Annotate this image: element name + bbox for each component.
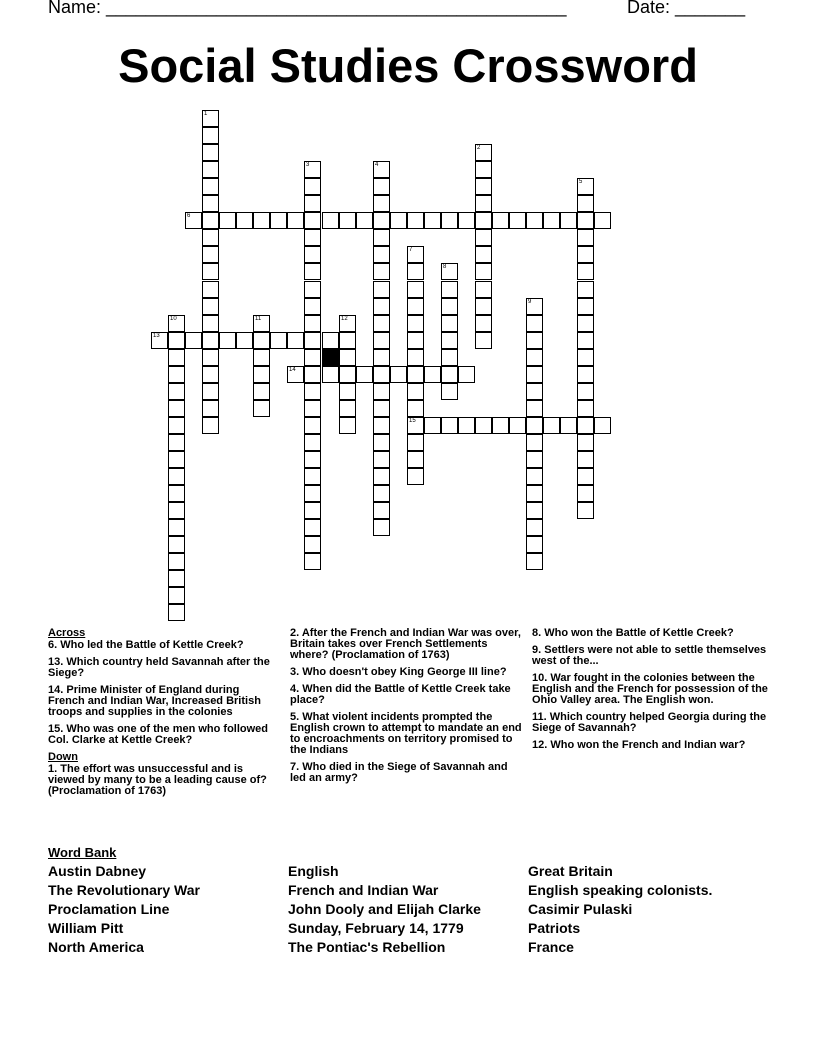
crossword-cell[interactable] <box>168 434 185 451</box>
crossword-cell[interactable] <box>441 281 458 298</box>
clue-across-6 <box>48 640 276 651</box>
crossword-cell[interactable] <box>577 281 594 298</box>
clue-number: 5. <box>290 711 300 723</box>
clue-across-13 <box>48 657 276 679</box>
clue-text: Who was one of the men who followed Col. Clarke at Kettle Creek? <box>48 723 269 746</box>
word-bank-item: North America <box>48 939 144 955</box>
crossword-cell[interactable] <box>202 229 219 246</box>
clue-text: Prime Minister of England during French and Indian War, Increased British troops and supplies in the colonies <box>48 684 261 718</box>
crossword-cell[interactable] <box>577 502 594 519</box>
clue-number: 6. <box>48 639 58 651</box>
clue-text: Which country helped Georgia during the Siege of Savannah? <box>532 711 767 734</box>
crossword-cell[interactable] <box>304 502 321 519</box>
clue-number: 9. <box>532 644 542 656</box>
crossword-cell[interactable] <box>339 349 356 366</box>
crossword-cell[interactable] <box>407 263 424 280</box>
crossword-cell[interactable] <box>304 229 321 246</box>
crossword-cell[interactable] <box>304 383 321 400</box>
crossword-cell[interactable] <box>304 161 321 178</box>
crossword-cell[interactable] <box>202 315 219 332</box>
crossword-cell[interactable] <box>304 281 321 298</box>
clue-text: What violent incidents prompted the English crown to attempt to mandate an end to encroachments on territory promised to the Indians <box>290 711 522 756</box>
crossword-cell[interactable] <box>287 366 304 383</box>
crossword-cell[interactable] <box>373 349 390 366</box>
word-bank-item: Sunday, February 14, 1779 <box>288 920 464 936</box>
crossword-cell[interactable] <box>253 332 270 349</box>
crossword-cell[interactable] <box>373 519 390 536</box>
crossword-cell[interactable] <box>424 366 441 383</box>
crossword-cell[interactable] <box>202 383 219 400</box>
clue-down-1 <box>48 764 276 797</box>
crossword-cell[interactable] <box>594 212 611 229</box>
crossword-cell[interactable] <box>373 417 390 434</box>
crossword-cell[interactable] <box>441 298 458 315</box>
crossword-cell[interactable] <box>492 212 509 229</box>
clue-text: Which country held Savannah after the Siege? <box>48 656 270 679</box>
crossword-cell[interactable] <box>304 417 321 434</box>
word-bank-item: The Pontiac's Rebellion <box>288 939 446 955</box>
crossword-cell[interactable] <box>304 434 321 451</box>
clue-number-label: 7 <box>409 247 413 253</box>
clue-number: 4. <box>290 683 300 695</box>
clue-text: Who won the French and Indian war? <box>550 739 746 751</box>
word-bank-item: John Dooly and Elijah Clarke <box>288 901 481 917</box>
word-bank-column-3 <box>528 862 712 957</box>
crossword-cell[interactable] <box>475 315 492 332</box>
clue-number: 15. <box>48 723 64 735</box>
crossword-cell[interactable] <box>202 178 219 195</box>
clue-number: 13. <box>48 656 64 668</box>
crossword-cell[interactable] <box>577 383 594 400</box>
crossword-cell[interactable] <box>373 161 390 178</box>
clue-number-label: 5 <box>579 179 583 185</box>
crossword-cell[interactable] <box>577 485 594 502</box>
crossword-cell[interactable] <box>475 161 492 178</box>
clue-number-label: 14 <box>289 367 296 373</box>
crossword-cell[interactable] <box>373 298 390 315</box>
clue-down-7 <box>290 762 522 784</box>
crossword-cell[interactable] <box>577 178 594 195</box>
crossword-cell[interactable] <box>526 383 543 400</box>
crossword-cell[interactable] <box>424 417 441 434</box>
crossword-cell[interactable] <box>407 349 424 366</box>
crossword-cell[interactable] <box>373 451 390 468</box>
clue-down-9 <box>532 645 772 667</box>
clue-text: Settlers were not able to settle themselves west of the... <box>532 644 767 667</box>
crossword-cell[interactable] <box>526 451 543 468</box>
clue-text: Who died in the Siege of Savannah and led an army? <box>290 761 508 784</box>
clue-number-label: 6 <box>187 213 191 219</box>
clues-column-2 <box>290 628 522 790</box>
crossword-cell[interactable] <box>526 212 543 229</box>
crossword-cell[interactable] <box>475 281 492 298</box>
crossword-cell[interactable] <box>168 553 185 570</box>
crossword-cell[interactable] <box>526 485 543 502</box>
clue-number: 10. <box>532 672 548 684</box>
crossword-cell[interactable] <box>185 332 202 349</box>
crossword-cell[interactable] <box>509 212 526 229</box>
crossword-cell[interactable] <box>526 417 543 434</box>
crossword-cell[interactable] <box>219 332 236 349</box>
crossword-cell[interactable] <box>219 212 236 229</box>
crossword-cell[interactable] <box>339 332 356 349</box>
crossword-cell[interactable] <box>168 451 185 468</box>
crossword-cell[interactable] <box>373 229 390 246</box>
clue-number-label: 8 <box>443 264 447 270</box>
crossword-cell[interactable] <box>322 332 339 349</box>
crossword-cell[interactable] <box>475 246 492 263</box>
crossword-cell[interactable] <box>168 349 185 366</box>
crossword-cell[interactable] <box>236 212 253 229</box>
page-title: Social Studies Crossword <box>118 39 698 92</box>
crossword-cell[interactable] <box>304 519 321 536</box>
date-field-label: Date: _______ <box>627 0 746 17</box>
crossword-cell[interactable] <box>304 485 321 502</box>
crossword-cell[interactable] <box>253 400 270 417</box>
crossword-cell[interactable] <box>168 400 185 417</box>
crossword-cell[interactable] <box>304 246 321 263</box>
clues-column-1 <box>48 628 276 803</box>
crossword-cell[interactable] <box>339 212 356 229</box>
crossword-cell[interactable] <box>168 468 185 485</box>
crossword-cell[interactable] <box>373 400 390 417</box>
clue-number: 2. <box>290 627 300 639</box>
crossword-cell[interactable] <box>168 519 185 536</box>
crossword-cell[interactable] <box>458 366 475 383</box>
crossword-cell[interactable] <box>526 502 543 519</box>
crossword-cell[interactable] <box>373 383 390 400</box>
clues-column-3 <box>532 628 772 757</box>
crossword-cell[interactable] <box>168 536 185 553</box>
crossword-cell[interactable] <box>270 332 287 349</box>
crossword-cell[interactable] <box>168 332 185 349</box>
crossword-cell[interactable] <box>543 212 560 229</box>
clue-number-label: 4 <box>375 162 379 168</box>
crossword-cell[interactable] <box>253 349 270 366</box>
crossword-cell[interactable] <box>373 332 390 349</box>
crossword-cell[interactable] <box>407 434 424 451</box>
crossword-cell[interactable] <box>373 468 390 485</box>
crossword-cell[interactable] <box>475 298 492 315</box>
crossword-cell[interactable] <box>202 161 219 178</box>
crossword-cell[interactable] <box>322 366 339 383</box>
crossword-cell[interactable] <box>407 246 424 263</box>
name-field-label: Name: ______________________________________________ <box>48 0 567 17</box>
crossword-cell[interactable] <box>526 366 543 383</box>
crossword-cell[interactable] <box>304 263 321 280</box>
crossword-cell[interactable] <box>577 195 594 212</box>
crossword-cell[interactable] <box>441 417 458 434</box>
crossword-cell[interactable] <box>202 332 219 349</box>
crossword-cell[interactable] <box>577 366 594 383</box>
crossword-cell[interactable] <box>577 349 594 366</box>
clue-down-3 <box>290 667 522 678</box>
crossword-cell[interactable] <box>270 212 287 229</box>
crossword-cell[interactable] <box>202 127 219 144</box>
crossword-cell[interactable] <box>168 366 185 383</box>
crossword-cell[interactable] <box>304 315 321 332</box>
crossword-cell[interactable] <box>526 400 543 417</box>
crossword-cell[interactable] <box>202 212 219 229</box>
crossword-cell[interactable] <box>373 315 390 332</box>
crossword-cell[interactable] <box>441 212 458 229</box>
crossword-cell[interactable] <box>526 536 543 553</box>
crossword-cell[interactable] <box>594 417 611 434</box>
crossword-cell[interactable] <box>373 485 390 502</box>
word-bank-column-2 <box>288 862 481 957</box>
crossword-cell[interactable] <box>304 178 321 195</box>
clue-number: 12. <box>532 739 548 751</box>
clue-number: 7. <box>290 761 300 773</box>
crossword-cell[interactable] <box>185 212 202 229</box>
crossword-cell[interactable] <box>424 212 441 229</box>
word-bank-item: Austin Dabney <box>48 863 147 879</box>
crossword-cell[interactable] <box>304 400 321 417</box>
crossword-cell[interactable] <box>407 400 424 417</box>
crossword-cell[interactable] <box>475 212 492 229</box>
clue-number-label: 13 <box>153 333 160 339</box>
crossword-cell[interactable] <box>407 468 424 485</box>
crossword-cell[interactable] <box>577 298 594 315</box>
crossword-cell[interactable] <box>304 451 321 468</box>
crossword-cell[interactable] <box>577 212 594 229</box>
crossword-cell[interactable] <box>202 110 219 127</box>
crossword-cell[interactable] <box>407 383 424 400</box>
crossword-cell[interactable] <box>441 366 458 383</box>
crossword-cell[interactable] <box>253 212 270 229</box>
crossword-cell[interactable] <box>577 229 594 246</box>
clue-number-label: 3 <box>306 162 310 168</box>
crossword-cell[interactable] <box>441 332 458 349</box>
crossword-cell[interactable] <box>168 587 185 604</box>
crossword-cell[interactable] <box>560 417 577 434</box>
crossword-cell[interactable] <box>458 212 475 229</box>
crossword-cell[interactable] <box>407 451 424 468</box>
crossword-cell[interactable] <box>287 332 304 349</box>
word-bank-item: France <box>528 939 574 955</box>
crossword-cell[interactable] <box>168 570 185 587</box>
crossword-cell[interactable] <box>373 263 390 280</box>
word-bank-item: Casimir Pulaski <box>528 901 633 917</box>
clue-text: Who doesn't obey King George III line? <box>302 666 507 678</box>
crossword-cell[interactable] <box>577 468 594 485</box>
word-bank-item: Patriots <box>528 920 581 936</box>
clue-down-10 <box>532 673 772 706</box>
crossword-cell[interactable] <box>202 349 219 366</box>
clue-number: 11. <box>532 711 547 723</box>
crossword-cell[interactable] <box>202 195 219 212</box>
crossword-cell[interactable] <box>577 246 594 263</box>
crossword-cell[interactable] <box>304 332 321 349</box>
crossword-cell[interactable] <box>202 417 219 434</box>
clue-number: 3. <box>290 666 300 678</box>
crossword-cell[interactable] <box>475 229 492 246</box>
crossword-cell[interactable] <box>339 315 356 332</box>
crossword-cell[interactable] <box>526 468 543 485</box>
word-bank-column-1 <box>48 862 200 957</box>
clue-text: When did the Battle of Kettle Creek take place? <box>290 683 511 706</box>
word-bank-item: Great Britain <box>528 863 613 879</box>
crossword-cell[interactable] <box>253 366 270 383</box>
crossword-cell[interactable] <box>526 519 543 536</box>
crossword-cell[interactable] <box>577 451 594 468</box>
crossword-cell[interactable] <box>373 195 390 212</box>
crossword-cell[interactable] <box>373 502 390 519</box>
crossword-cell[interactable] <box>526 315 543 332</box>
crossword-cell[interactable] <box>168 502 185 519</box>
crossword-cell[interactable] <box>475 195 492 212</box>
word-bank-item: English speaking colonists. <box>528 882 713 898</box>
crossword-cell[interactable] <box>287 212 304 229</box>
word-bank-item: The Revolutionary War <box>48 882 200 898</box>
clue-number-label: 9 <box>528 299 532 305</box>
clue-across-14 <box>48 685 276 718</box>
crossword-cell[interactable] <box>202 400 219 417</box>
crossword-cell[interactable] <box>407 212 424 229</box>
crossword-cell[interactable] <box>390 212 407 229</box>
crossword-cell[interactable] <box>322 212 339 229</box>
crossword-cell[interactable] <box>304 553 321 570</box>
clue-text: The effort was unsuccessful and is viewed by many to be a leading cause of? (Proclamation of 1763) <box>48 763 267 797</box>
crossword-cell[interactable] <box>407 281 424 298</box>
clue-text: Who led the Battle of Kettle Creek? <box>60 639 244 651</box>
clue-number-label: 10 <box>170 316 177 322</box>
word-bank-item: Proclamation Line <box>48 901 170 917</box>
crossword-cell[interactable] <box>304 212 321 229</box>
clue-down-12 <box>532 740 772 751</box>
crossword-cell[interactable] <box>577 434 594 451</box>
word-bank-item: William Pitt <box>48 920 124 936</box>
crossword-cell[interactable] <box>441 349 458 366</box>
crossword-cell[interactable] <box>373 434 390 451</box>
crossword-cell[interactable] <box>236 332 253 349</box>
crossword-cell[interactable] <box>168 485 185 502</box>
crossword-cell[interactable] <box>253 315 270 332</box>
crossword-cell[interactable] <box>526 332 543 349</box>
crossword-cell[interactable] <box>475 417 492 434</box>
crossword-cell[interactable] <box>526 349 543 366</box>
crossword-cell[interactable] <box>304 366 321 383</box>
clue-text: After the French and Indian War was over, Britain takes over French Settlements where? (Proclamation of 1763) <box>290 627 521 661</box>
crossword-cell[interactable] <box>577 400 594 417</box>
crossword-cell[interactable] <box>509 417 526 434</box>
crossword-cell[interactable] <box>168 417 185 434</box>
clue-number: 1. <box>48 763 58 775</box>
clue-down-4 <box>290 684 522 706</box>
crossword-cell[interactable] <box>407 417 424 434</box>
crossword-cell[interactable] <box>407 366 424 383</box>
crossword-cell[interactable] <box>356 366 373 383</box>
crossword-cell[interactable] <box>304 349 321 366</box>
crossword-cell[interactable] <box>202 281 219 298</box>
crossword-cell[interactable] <box>475 178 492 195</box>
crossword-cell[interactable] <box>492 417 509 434</box>
crossword-cell[interactable] <box>304 468 321 485</box>
clue-number-label: 2 <box>477 145 481 151</box>
crossword-cell[interactable] <box>526 298 543 315</box>
clue-number-label: 12 <box>341 316 348 322</box>
clue-number: 14. <box>48 684 64 696</box>
clue-down-2 <box>290 628 522 661</box>
crossword-cell[interactable] <box>202 298 219 315</box>
crossword-cell[interactable] <box>373 246 390 263</box>
crossword-cell[interactable] <box>373 178 390 195</box>
crossword-cell[interactable] <box>407 315 424 332</box>
crossword-cell[interactable] <box>373 212 390 229</box>
crossword-cell[interactable] <box>441 383 458 400</box>
crossword-cell[interactable] <box>441 315 458 332</box>
crossword-cell[interactable] <box>407 332 424 349</box>
crossword-cell[interactable] <box>577 332 594 349</box>
crossword-cell[interactable] <box>560 212 577 229</box>
clue-down-8 <box>532 628 772 639</box>
crossword-cell[interactable] <box>543 417 560 434</box>
crossword-cell[interactable] <box>441 263 458 280</box>
crossword-cell[interactable] <box>526 434 543 451</box>
crossword-cell[interactable] <box>168 604 185 621</box>
crossword-cell[interactable] <box>168 383 185 400</box>
crossword-cell[interactable] <box>390 366 407 383</box>
crossword-cell[interactable] <box>407 298 424 315</box>
crossword-cell[interactable] <box>577 315 594 332</box>
crossword-cell[interactable] <box>475 263 492 280</box>
crossword-cell[interactable] <box>356 212 373 229</box>
clue-number-label: 11 <box>255 316 262 322</box>
crossword-cell[interactable] <box>202 144 219 161</box>
crossword-cell[interactable] <box>339 383 356 400</box>
crossword-cell[interactable] <box>475 332 492 349</box>
crossword-cell[interactable] <box>202 246 219 263</box>
crossword-cell[interactable] <box>304 195 321 212</box>
crossword-cell[interactable] <box>253 383 270 400</box>
crossword-cell[interactable] <box>304 298 321 315</box>
crossword-cell[interactable] <box>339 417 356 434</box>
clue-text: Who won the Battle of Kettle Creek? <box>544 627 734 639</box>
crossword-cell[interactable] <box>526 553 543 570</box>
word-bank-item: English <box>288 863 339 879</box>
clue-number-label: 15 <box>409 418 416 424</box>
crossword-cell[interactable] <box>458 417 475 434</box>
clue-number: 8. <box>532 627 542 639</box>
crossword-cell[interactable] <box>202 366 219 383</box>
clue-down-5 <box>290 712 522 756</box>
clue-number-label: 1 <box>204 111 208 117</box>
down-heading: Down <box>48 751 78 763</box>
crossword-black-cell <box>322 349 339 366</box>
crossword-cell[interactable] <box>339 400 356 417</box>
crossword-cell[interactable] <box>339 366 356 383</box>
crossword-cell[interactable] <box>577 263 594 280</box>
word-bank-heading: Word Bank <box>48 845 117 860</box>
crossword-cell[interactable] <box>304 536 321 553</box>
clue-down-11 <box>532 712 772 734</box>
crossword-cell[interactable] <box>168 315 185 332</box>
crossword-cell[interactable] <box>373 366 390 383</box>
across-heading: Across <box>48 627 86 639</box>
clue-text: War fought in the colonies between the English and the French for possession of the Ohio Valley area. The English won. <box>532 672 768 706</box>
crossword-cell[interactable] <box>577 417 594 434</box>
crossword-cell[interactable] <box>373 281 390 298</box>
word-bank-item: French and Indian War <box>288 882 439 898</box>
crossword-cell[interactable] <box>475 144 492 161</box>
clue-across-15 <box>48 724 276 746</box>
crossword-cell[interactable] <box>151 332 168 349</box>
crossword-cell[interactable] <box>202 263 219 280</box>
